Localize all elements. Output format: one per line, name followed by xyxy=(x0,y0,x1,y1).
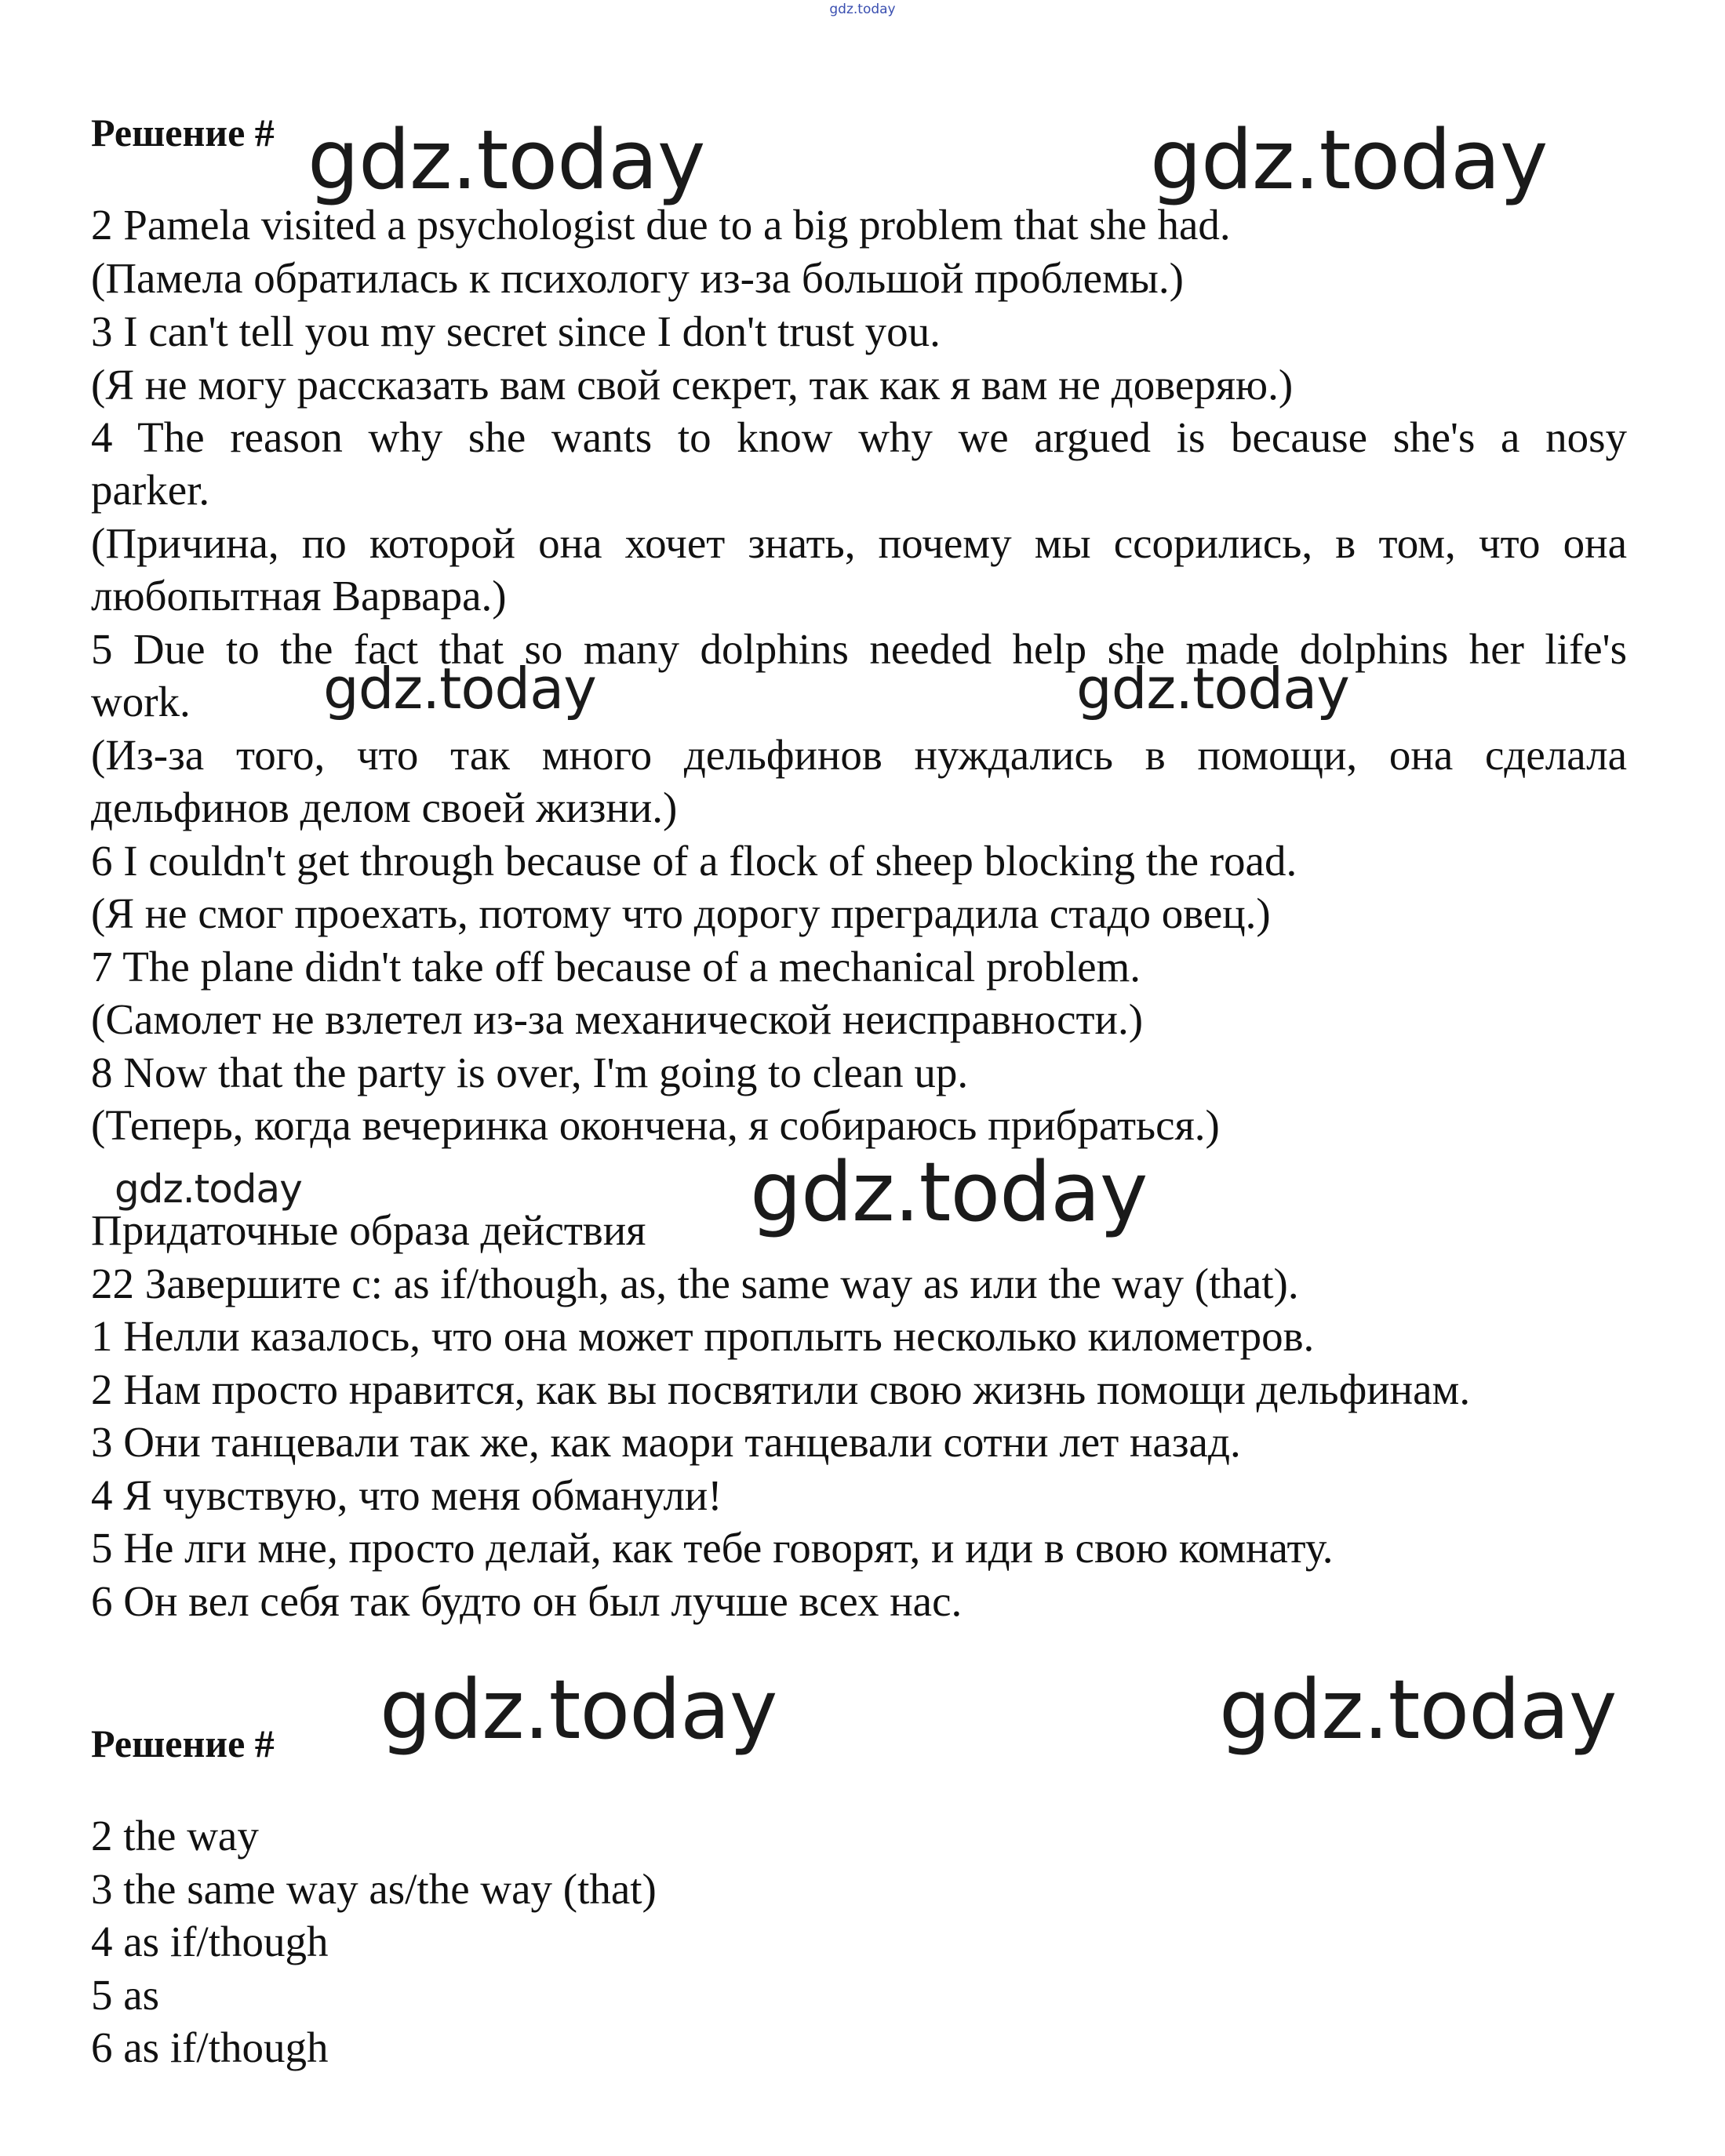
answer-line: 3 the same way as/the way (that) xyxy=(91,1865,657,1913)
solution-heading: Решение # xyxy=(91,1722,275,1765)
answer-line: 6 as if/though xyxy=(91,2023,329,2071)
text-line: дельфинов делом своей жизни.) xyxy=(91,784,678,831)
watermark: gdz.today xyxy=(1076,656,1349,722)
text-line: (Теперь, когда вечеринка окончена, я собираюсь прибраться.) xyxy=(91,1101,1220,1149)
text-line: (Я не могу рассказать вам свой секрет, так как я вам не доверяю.) xyxy=(91,361,1294,409)
watermark: gdz.today xyxy=(308,112,705,208)
text-line: parker. xyxy=(91,466,210,514)
solution-heading: Решение # xyxy=(91,111,275,155)
text-line: work. xyxy=(91,678,191,725)
watermark: gdz.today xyxy=(380,1662,777,1758)
text-line: любопытная Варвара.) xyxy=(91,572,507,620)
watermark: gdz.today xyxy=(750,1144,1148,1240)
text-line: 4 Я чувствую, что меня обманули! xyxy=(91,1471,722,1519)
watermark: gdz.today xyxy=(1150,112,1548,208)
text-line: 3 Они танцевали так же, как маори танцевали сотни лет назад. xyxy=(91,1418,1241,1466)
text-line: 6 Он вел себя так будто он был лучше всех нас. xyxy=(91,1577,963,1625)
text-line: 5 Due to the fact that so many dolphins needed help she made dolphins her life's xyxy=(91,625,1627,673)
text-line: 3 I can't tell you my secret since I don't trust you. xyxy=(91,307,941,355)
top-watermark: gdz.today xyxy=(829,2,896,17)
text-line: 4 The reason why she wants to know why we argued is because she's a nosy xyxy=(91,413,1627,461)
watermark: gdz.today xyxy=(323,656,596,722)
text-line: 8 Now that the party is over, I'm going to clean up. xyxy=(91,1049,969,1096)
task-text: 22 Завершите с: as if/though, as, the same way as или the way (that). xyxy=(91,1260,1299,1307)
answer-line: 4 as if/though xyxy=(91,1918,329,1965)
watermark: gdz.today xyxy=(1219,1662,1617,1758)
text-line: (Памела обратилась к психологу из-за большой проблемы.) xyxy=(91,254,1184,302)
text-line: (Из-за того, что так много дельфинов нуждались в помощи, она сделала xyxy=(91,731,1627,779)
answer-line: 5 as xyxy=(91,1971,160,2019)
text-line: 5 Не лги мне, просто делай, как тебе говорят, и иди в свою комнату. xyxy=(91,1524,1334,1572)
watermark: gdz.today xyxy=(115,1166,302,1212)
answer-line: 2 the way xyxy=(91,1812,259,1860)
text-line: 2 Pamela visited a psychologist due to a big problem that she had. xyxy=(91,201,1231,249)
text-line: (Я не смог проехать, потому что дорогу преградила стадо овец.) xyxy=(91,889,1271,937)
text-line: 7 The plane didn't take off because of a mechanical problem. xyxy=(91,943,1141,991)
text-line: 1 Нелли казалось, что она может проплыть несколько километров. xyxy=(91,1312,1315,1360)
text-line: (Причина, по которой она хочет знать, почему мы ссорились, в том, что она xyxy=(91,519,1627,567)
section-title: Придаточные образа действия xyxy=(91,1206,646,1254)
text-line: 2 Нам просто нравится, как вы посвятили свою жизнь помощи дельфинам. xyxy=(91,1365,1471,1413)
text-line: (Самолет не взлетел из-за механической неисправности.) xyxy=(91,995,1144,1043)
text-line: 6 I couldn't get through because of a flock of sheep blocking the road. xyxy=(91,837,1297,885)
